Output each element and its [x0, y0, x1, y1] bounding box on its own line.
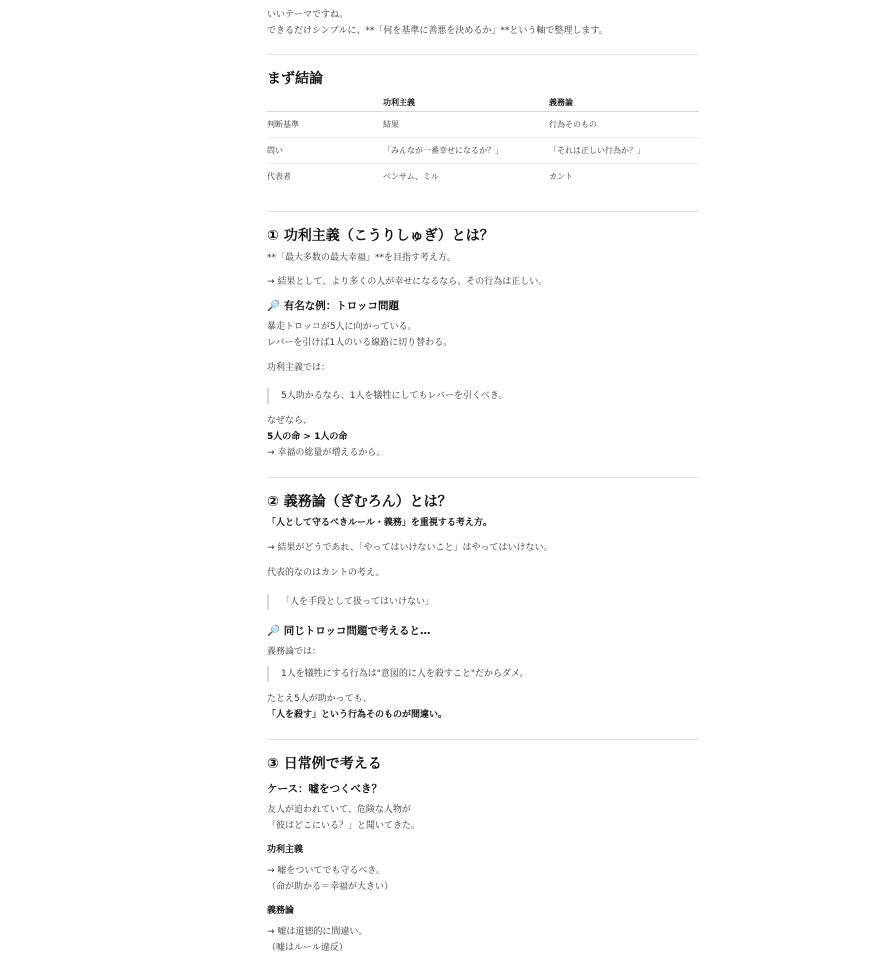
table-cell: 代表者	[267, 172, 291, 181]
utilitarian-answer-2: （命が助かる＝幸福が大きい）	[267, 882, 394, 892]
table-cell: 「みんなが一番幸せになるか？」	[383, 138, 549, 164]
utilitarian-answer-1: → 嘘をついてでも守るべき。	[267, 866, 386, 876]
table-cell: 行為そのもの	[549, 112, 699, 138]
table-header	[267, 93, 383, 112]
lives-comparison: 5人の命 > 1人の命	[267, 432, 348, 442]
utilitarianism-definition: **「最大多数の最大幸福」**を目指す考え方。	[267, 253, 457, 263]
utilitarian-result: → 幸福の総量が増えるから。	[267, 448, 386, 458]
deontology-quote: 1人を犠牲にする行為は"意図的に人を殺すこと"だからダメ。	[267, 666, 528, 682]
intro-line-2: できるだけシンプルに、**「何を基準に善悪を決めるか」**という軸で整理します。	[267, 26, 608, 36]
trolley-line-1: 暴走トロッコが5人に向かっている。	[267, 322, 417, 332]
table-cell: 「それは正しい行為か？」	[549, 138, 699, 164]
table-cell: ベンサム、ミル	[383, 172, 439, 181]
table-header: 義務論	[549, 93, 699, 112]
table-cell: 結果	[383, 112, 549, 138]
table-header: 功利主義	[383, 93, 549, 112]
table-cell: カント	[549, 172, 573, 181]
utilitarian-quote: 5人助かるなら、1人を犠牲にしてもレバーを引くべき。	[267, 388, 507, 404]
conclusion-heading: まず結論	[267, 71, 323, 87]
case-line-2: 「彼はどこにいる？」と聞いてきた。	[267, 821, 421, 831]
killing-wrong-line: 「人を殺す」という行為そのものが間違い。	[267, 710, 448, 720]
divider	[267, 739, 699, 740]
section-heading-utilitarianism: ① 功利主義（こうりしゅぎ）とは？	[267, 228, 494, 244]
trolley-example-heading: 🔎 有名な例：トロッコ問題	[267, 300, 400, 312]
section-heading-daily-example: ③ 日常例で考える	[267, 756, 382, 772]
reason-intro: なぜなら、	[267, 416, 313, 426]
table-row	[267, 164, 699, 190]
deontology-definition: 「人として守るべきルール・義務」を重視する考え方。	[267, 518, 492, 528]
table-row	[267, 112, 699, 138]
utilitarianism-arrow: → 結果として、より多くの人が幸せになるなら、その行為は正しい。	[267, 277, 548, 287]
case-heading: ケース：嘘をつくべき？	[267, 783, 382, 795]
table-cell: 判断基準	[267, 112, 383, 138]
divider	[267, 54, 699, 55]
table-cell: 問い	[267, 138, 383, 164]
deontology-arrow: → 結果がどうであれ、「やってはいけないこと」はやってはいけない。	[267, 543, 553, 553]
even-if-line: たとえ5人が助かっても、	[267, 694, 372, 704]
trolley-line-2: レバーを引けば1人のいる線路に切り替わる。	[267, 338, 453, 348]
deontology-answer-1: → 嘘は道徳的に間違い。	[267, 927, 368, 937]
deontology-answer-2: （嘘はルール違反）	[267, 943, 348, 953]
kant-note: 代表的なのはカントの考え。	[267, 568, 385, 578]
deontology-label: 義務論	[267, 906, 295, 916]
deontology-view-label: 義務論では：	[267, 647, 322, 657]
utilitarian-label: 功利主義	[267, 845, 304, 855]
section-heading-deontology: ② 義務論（ぎむろん）とは？	[267, 494, 452, 510]
table-header-row	[267, 93, 699, 112]
table-row	[267, 138, 699, 164]
trolley-deontology-heading: 🔎 同じトロッコ問題で考えると…	[267, 625, 431, 637]
utilitarian-view-label: 功利主義では：	[267, 363, 331, 373]
divider	[267, 477, 699, 478]
divider	[267, 211, 699, 212]
comparison-table	[267, 93, 699, 189]
kant-quote: 「人を手段として扱ってはいけない」	[267, 594, 434, 610]
intro-line-1: いいテーマですね。	[267, 10, 349, 20]
case-line-1: 友人が追われていて、危険な人物が	[267, 805, 411, 815]
